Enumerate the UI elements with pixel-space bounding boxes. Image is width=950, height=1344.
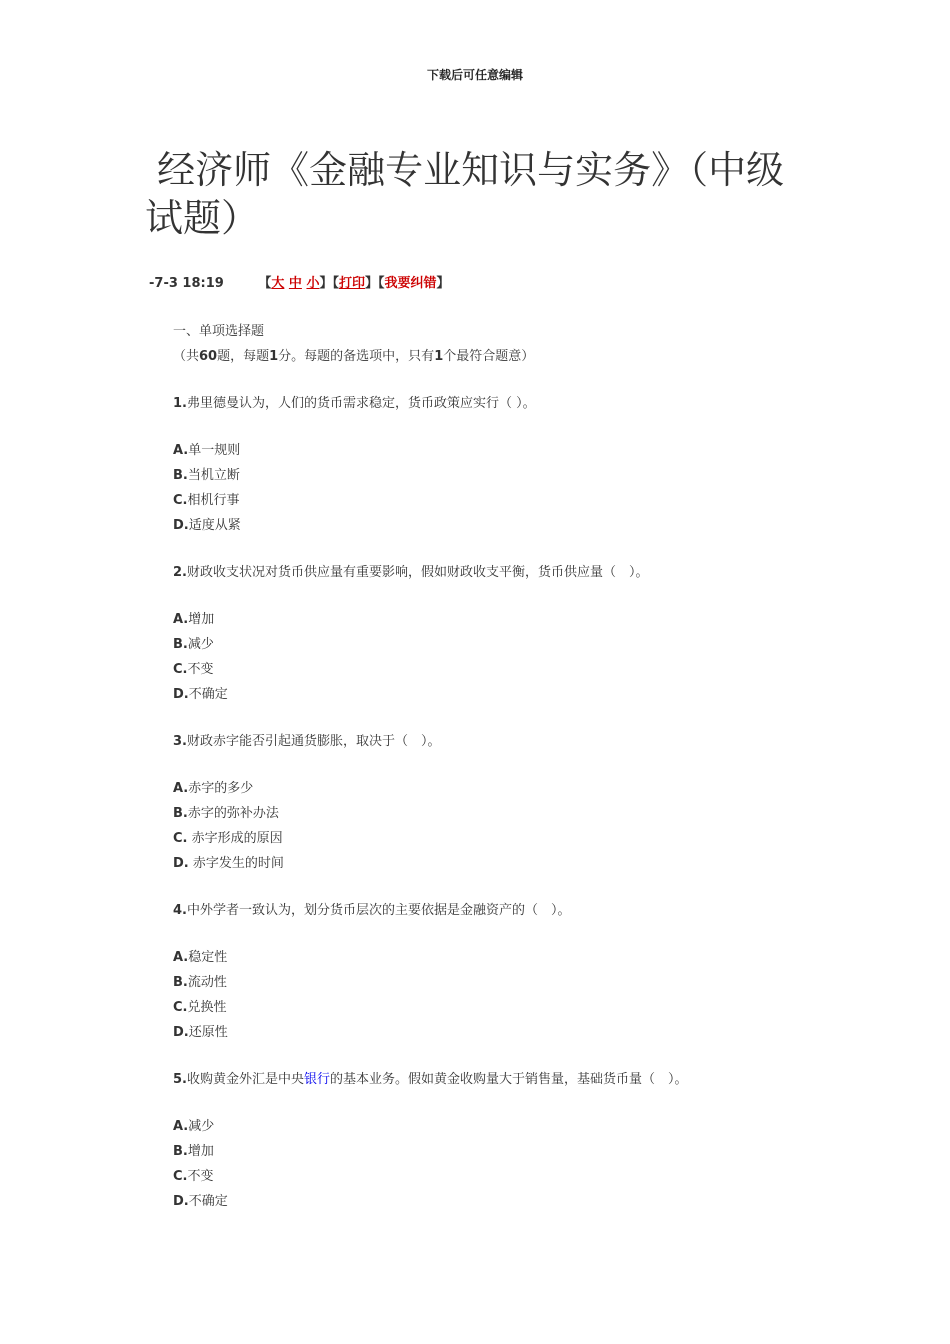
option-letter: C. [173, 1169, 188, 1184]
question-text: 财政收支状况对货币供应量有重要影响，假如财政收支平衡，货币供应量（ ）。 [186, 565, 649, 580]
option [173, 801, 873, 826]
bank-link[interactable]: 银行 [304, 1072, 331, 1087]
option [173, 776, 873, 801]
option-letter: D. [173, 1025, 189, 1040]
option [173, 826, 873, 851]
question-text: 的基本业务。假如黄金收购量大于销售量，基础货币量（ ）。 [330, 1072, 688, 1087]
option-letter: A. [173, 1119, 189, 1134]
option-text: 赤字形成的原因 [187, 831, 283, 846]
font-large-link[interactable]: 大 [271, 276, 285, 291]
option [173, 632, 873, 657]
option-letter: C. [173, 1000, 188, 1015]
page-title [145, 146, 805, 242]
question-stem [173, 560, 873, 585]
option [173, 1189, 873, 1214]
bracket: 】【 [319, 276, 339, 291]
option [173, 463, 873, 488]
option-letter: A. [173, 612, 189, 627]
option [173, 1164, 873, 1189]
question-stem [173, 898, 873, 923]
note-number: 60 [199, 349, 218, 364]
option-text: 不变 [187, 662, 214, 677]
print-link[interactable]: 打印 [338, 276, 365, 291]
option-text: 赤字的多少 [188, 781, 254, 796]
question-stem [173, 729, 873, 754]
question-stem [173, 391, 873, 416]
question-number: 2. [173, 565, 187, 580]
page-title-text: 经济师《金融专业知识与实务》（中级试题） [145, 148, 785, 240]
option-text: 增加 [187, 1144, 214, 1159]
option-text: 还原性 [188, 1025, 228, 1040]
option-text: 相机行事 [187, 493, 240, 508]
question-number: 4. [173, 903, 187, 918]
option-text: 赤字的弥补办法 [187, 806, 279, 821]
question-5 [173, 1067, 873, 1214]
bracket: 】 [436, 276, 450, 291]
option-text: 单一规则 [188, 443, 241, 458]
option-text: 不变 [187, 1169, 214, 1184]
bracket: 】【 [364, 276, 385, 291]
question-text: 财政赤字能否引起通货膨胀，取决于（ ）。 [186, 734, 441, 749]
note-number: 1 [269, 349, 279, 364]
question-stem [173, 1067, 873, 1092]
option-text: 兑换性 [187, 1000, 227, 1015]
header-note: 下载后可任意编辑 [426, 68, 523, 82]
note-text: 个最符合题意） [443, 349, 535, 364]
option-letter: D. [173, 518, 189, 533]
option [173, 488, 873, 513]
section-title: 一、单项选择题 [173, 324, 265, 339]
option-letter: A. [173, 781, 189, 796]
question-4 [173, 898, 873, 1045]
option [173, 995, 873, 1020]
font-small-link[interactable]: 小 [306, 276, 320, 291]
option [173, 438, 873, 463]
question-3 [173, 729, 873, 876]
option-text: 增加 [188, 612, 215, 627]
question-text: 中外学者一致认为，划分货币层次的主要依据是金融资产的（ ）。 [186, 903, 571, 918]
option [173, 945, 873, 970]
option [173, 607, 873, 632]
exam-content [173, 319, 873, 1214]
option [173, 851, 873, 876]
option-text: 赤字发生的时间 [188, 856, 284, 871]
option-letter: D. [173, 856, 189, 871]
option-letter: C. [173, 662, 188, 677]
option [173, 513, 873, 538]
publish-date: -7-3 18:19 [149, 276, 224, 291]
option [173, 1020, 873, 1045]
option-letter: A. [173, 443, 189, 458]
option-letter: A. [173, 950, 189, 965]
question-text: 收购黄金外汇是中央 [186, 1072, 304, 1087]
option [173, 1139, 873, 1164]
option-letter: C. [173, 831, 188, 846]
option-text: 流动性 [187, 975, 227, 990]
option-text: 减少 [188, 1119, 215, 1134]
option [173, 657, 873, 682]
option-letter: B. [173, 806, 188, 821]
option-text: 减少 [187, 637, 214, 652]
option-text: 不确定 [188, 687, 228, 702]
option [173, 1114, 873, 1139]
option-letter: D. [173, 687, 189, 702]
option-text: 适度从紧 [188, 518, 241, 533]
option [173, 682, 873, 707]
option-letter: B. [173, 468, 188, 483]
question-number: 1. [173, 396, 187, 411]
question-2 [173, 560, 873, 707]
note-text: 题，每题 [217, 349, 270, 364]
option-letter: B. [173, 1144, 188, 1159]
option-letter: C. [173, 493, 188, 508]
option-letter: D. [173, 1194, 189, 1209]
note-text: （共 [173, 349, 200, 364]
question-number: 3. [173, 734, 187, 749]
option-letter: B. [173, 637, 188, 652]
option [173, 970, 873, 995]
option-text: 当机立断 [187, 468, 240, 483]
note-text: 分。每题的备选项中，只有 [278, 349, 435, 364]
section-note [173, 344, 873, 369]
question-1 [173, 391, 873, 538]
question-number: 5. [173, 1072, 187, 1087]
font-medium-link[interactable]: 中 [288, 276, 302, 291]
bracket: 【 [258, 276, 272, 291]
report-error-link[interactable]: 我要纠错 [384, 276, 437, 291]
option-text: 稳定性 [188, 950, 228, 965]
article-meta [149, 272, 450, 291]
option-text: 不确定 [188, 1194, 228, 1209]
option-letter: B. [173, 975, 188, 990]
question-text: 弗里德曼认为，人们的货币需求稳定，货币政策应实行（ ）。 [186, 396, 536, 411]
note-number: 1 [434, 349, 444, 364]
